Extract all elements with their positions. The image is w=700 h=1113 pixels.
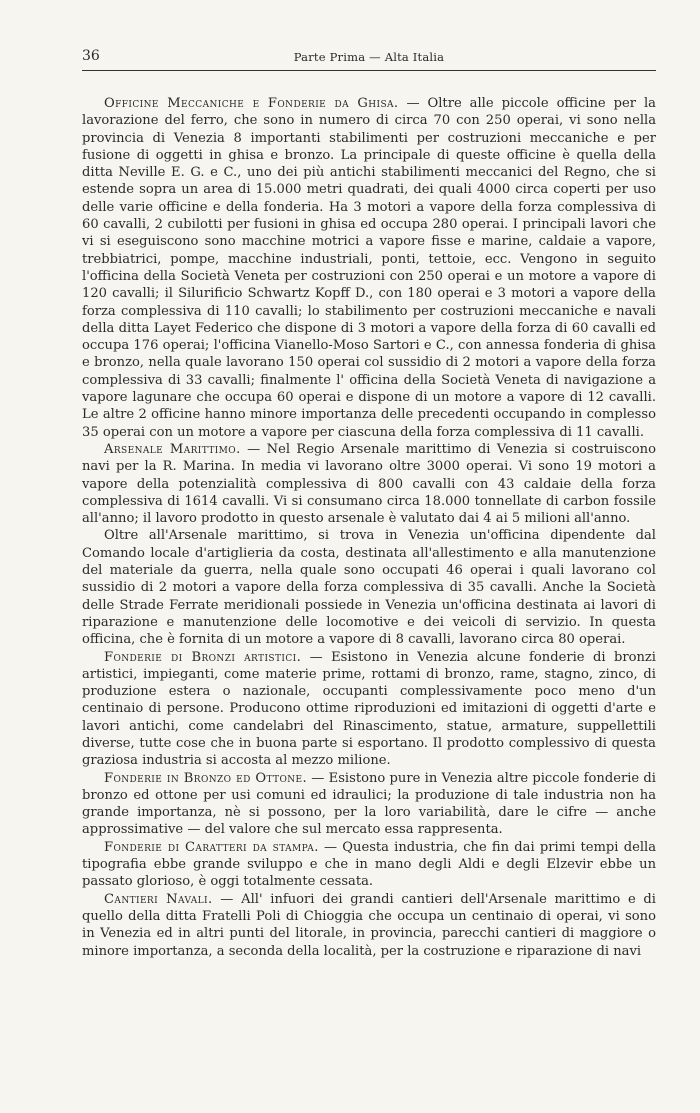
paragraph-text: — Questa industria, che fin dai primi tempi della tipografia ebbe grande sviluppo e che in mano degli Aldi e degli Elzevir ebbe un passato glorioso, è oggi totalmente cessata. — [82, 839, 657, 890]
paragraph-fonderie-caratteri — [82, 839, 656, 891]
header-rule — [82, 70, 656, 71]
running-title: Parte Prima — Alta Italia — [293, 50, 445, 64]
paragraph-text: — Nel Regio Arsenale marittimo di Venezia si costruiscono navi per la R. Marina. In media vi lavorano oltre 3000 operai. Vi sono 19 motori a vapore della potenzialità complessiva di 800 cavalli con 43 caldaie della forza complessiva di 1614 cavalli. Vi si consumano circa 18.000 tonnellate di carbon fossile all'anno; il lavoro prodotto in questo arsenale è valutato dai 4 ai 5 milioni all'anno. — [82, 441, 657, 527]
section-heading: Cantieri Navali. — [104, 891, 213, 907]
paragraph-fonderie-bronzi-artistici — [82, 649, 656, 770]
paragraph-officina-artiglieria — [82, 527, 656, 648]
paragraph-text: — All' infuori dei grandi cantieri dell'Arsenale marittimo e di quello della ditta Fratelli Poli di Chioggia che occupa un centinaio di operai, vi sono in Venezia ed in altri punti del litorale, in provincia, parecchi cantieri di maggiore o minore importanza, a seconda della località, per la costruzione e riparazione di navi — [82, 891, 656, 959]
page-header — [82, 44, 656, 66]
page-body — [82, 95, 656, 960]
section-heading: Fonderie di Bronzi artistici. — [104, 649, 302, 665]
section-heading: Fonderie in Bronzo ed Ottone. — [104, 770, 308, 786]
paragraph-text: — Esistono pure in Venezia altre piccole fonderie di bronzo ed ottone per usi comuni ed idraulici; la produzione di tale industria non ha grande importanza, nè si possono, per la loro variabilità, dare le cifre — anche approssimative — del valore che sul mercato essa rappresenta. — [82, 770, 656, 838]
section-heading: Officine Meccaniche e Fonderie da Ghisa. — [104, 96, 399, 111]
paragraph-cantieri-navali — [82, 891, 656, 960]
section-heading: Arsenale Marittimo. — [104, 441, 241, 457]
paragraph-text: — Esistono in Venezia alcune fonderie di bronzi artistici, impieganti, come materie prime, rottami di bronzo, rame, stagno, zinco, di produzione estera o nazionale, occupanti complessivamente poco meno d'un centinaio di persone. Producono ottime riproduzioni ed imitazioni di oggetti d'arte e lavori antichi, come candelabri del Rinascimento, statue, armature, suppellettili diverse, tutte cose che in buona parte si esportano. Il prodotto complessivo di questa graziosa industria si accosta al mezzo milione. — [82, 649, 656, 769]
section-heading: Fonderie di Caratteri da stampa. — [104, 839, 319, 855]
page-number: 36 — [82, 48, 100, 64]
paragraph-text: — Oltre alle piccole officine per la lavorazione del ferro, che sono in numero di circa 70 con 250 operai, vi sono nella provincia di Venezia 8 importanti stabilimenti per costruzioni meccaniche e per fusione di oggetti in ghisa e bronzo. La principale di queste officine è quella della ditta Neville E. G. e C., uno dei più antichi stabilimenti meccanici del Regno, che si estende sopra un area di 15.000 metri quadrati, dei quali 4000 circa coperti per uso delle varie officine e della fonderia. Ha 3 motori a vapore della forza complessiva di 60 cavalli, 2 cubilotti per fusioni in ghisa ed occupa 280 operai. I principali lavori che vi si eseguiscono sono macchine motrici a vapore fisse e marine, caldaie a vapore, trebbiatrici, pompe, macchine industriali, ponti, tettoie, ecc. Vengono in seguito l'officina della Società Veneta per costruzioni con 250 operai e un motore a vapore di 120 cavalli; il Silurificio Schwartz Kopff D., con 180 operai e 3 motori a vapore della forza complessiva di 110 cavalli; lo stabilimento per costruzioni meccaniche e navali della ditta Layet Federico che dispone di 3 motori a vapore della forza di 60 cavalli ed occupa 176 operai; l'officina Vianello-Moso Sartori e C., con annessa fonderia di ghisa e bronzo, nella quale lavorano 150 operai col sussidio di 2 motori a vapore della forza complessiva di 33 cavalli; finalmente l' officina della Società Veneta di navigazione a vapore lagunare che occupa 60 operai e dispone di un motore a vapore di 12 cavalli. Le altre 2 officine hanno minore importanza delle precedenti occupando in complesso 35 operai con un motore a vapore per ciascuna della forza complessiva di 11 cavalli. — [82, 96, 656, 440]
paragraph-officine-meccaniche — [82, 95, 656, 441]
paragraph-text: Oltre all'Arsenale marittimo, si trova in Venezia un'officina dipendente dal Comando locale d'artiglieria da costa, destinata all'allestimento e alla manutenzione del materiale da guerra, nella quale sono occupati 46 operai i quali lavorano col sussidio di 2 motori a vapore della forza complessiva di 35 cavalli. Anche la Società delle Strade Ferrate meridionali possiede in Venezia un'officina destinata ai lavori di riparazione e manutenzione delle locomotive e dei veicoli di servizio. In questa officina, che è fornita di un motore a vapore di 8 cavalli, lavorano circa 80 operai. — [82, 528, 656, 648]
paragraph-arsenale-marittimo — [82, 441, 656, 527]
paragraph-fonderie-bronzo-ottone — [82, 770, 656, 839]
